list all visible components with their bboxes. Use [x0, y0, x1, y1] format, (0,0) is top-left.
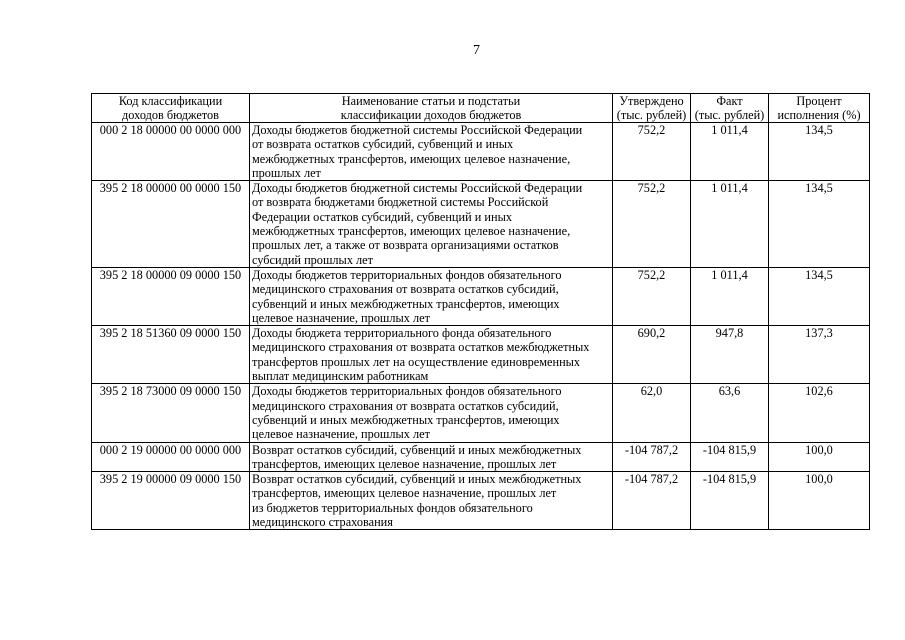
- table-row: [92, 123, 870, 181]
- row-actual-cell: 1 011,4: [691, 123, 769, 181]
- row-name-cell: [250, 326, 613, 384]
- row-name-line: Возврат остатков субсидий, субвенций и иных межбюджетных: [252, 442, 582, 457]
- row-name-line: трансфертов, имеющих целевое назначение, прошлых лет: [252, 456, 557, 471]
- header-name: [250, 94, 613, 123]
- table-row: [92, 384, 870, 442]
- header-code: [92, 94, 250, 123]
- row-actual-cell: 1 011,4: [691, 181, 769, 268]
- row-actual-cell: 63,6: [691, 384, 769, 442]
- table-row: [92, 442, 870, 472]
- row-name-line: Федерации остатков субсидий, субвенций и иных: [252, 209, 512, 224]
- row-name-line: медицинского страхования: [252, 515, 393, 530]
- header-actual: [691, 94, 769, 123]
- row-percent-cell: 134,5: [769, 123, 870, 181]
- row-name-line: трансфертов, имеющих целевое назначение, прошлых лет: [252, 486, 557, 501]
- table-row: [92, 472, 870, 530]
- row-name-line: субвенций и иных межбюджетных трансфертов, имеющих: [252, 296, 560, 311]
- row-name-line: Возврат остатков субсидий, субвенций и иных межбюджетных: [252, 472, 582, 487]
- row-name-line: целевое назначение, прошлых лет: [252, 310, 430, 325]
- row-name-line: прошлых лет, а также от возврата организациями остатков: [252, 238, 559, 253]
- row-approved-cell: 690,2: [613, 326, 691, 384]
- header-percent: [769, 94, 870, 123]
- row-approved-cell: 752,2: [613, 181, 691, 268]
- row-code-cell: 395 2 18 00000 09 0000 150: [92, 267, 250, 325]
- row-percent-cell: 100,0: [769, 442, 870, 472]
- row-code-cell: 395 2 19 00000 09 0000 150: [92, 472, 250, 530]
- row-code-cell: 395 2 18 73000 09 0000 150: [92, 384, 250, 442]
- row-name-line: субсидий прошлых лет: [252, 252, 374, 267]
- row-name-line: выплат медицинским работникам: [252, 369, 429, 384]
- row-approved-cell: -104 787,2: [613, 472, 691, 530]
- row-name-line: медицинского страхования от возврата остатков межбюджетных: [252, 340, 590, 355]
- row-name-line: медицинского страхования от возврата остатков субсидий,: [252, 282, 559, 297]
- row-name-line: Доходы бюджетов бюджетной системы Российской Федерации: [252, 181, 583, 196]
- row-approved-cell: 752,2: [613, 267, 691, 325]
- row-percent-cell: 134,5: [769, 267, 870, 325]
- row-name-line: медицинского страхования от возврата остатков субсидий,: [252, 398, 559, 413]
- table-row: [92, 267, 870, 325]
- row-name-line: из бюджетов территориальных фондов обязательного: [252, 500, 533, 515]
- header-approved-line-1: Утверждено: [619, 94, 684, 108]
- row-name-line: Доходы бюджетов территориальных фондов обязательного: [252, 267, 562, 282]
- header-code-line-2: доходов бюджетов: [122, 108, 219, 122]
- row-name-line: межбюджетных трансфертов, имеющих целевое назначение,: [252, 151, 571, 166]
- row-name-cell: [250, 472, 613, 530]
- row-name-cell: [250, 384, 613, 442]
- row-approved-cell: 62,0: [613, 384, 691, 442]
- row-code-cell: 395 2 18 51360 09 0000 150: [92, 326, 250, 384]
- row-name-line: от возврата бюджетами бюджетной системы Российской: [252, 195, 549, 210]
- table-row: [92, 181, 870, 268]
- table-body: [92, 123, 870, 530]
- row-name-line: Доходы бюджетов территориальных фондов обязательного: [252, 384, 562, 399]
- row-code-cell: 000 2 19 00000 00 0000 000: [92, 442, 250, 472]
- row-name-line: субвенций и иных межбюджетных трансфертов, имеющих: [252, 412, 560, 427]
- row-percent-cell: 102,6: [769, 384, 870, 442]
- table-header-row: [92, 94, 870, 123]
- row-name-cell: [250, 123, 613, 181]
- header-name-line-2: классификации доходов бюджетов: [340, 108, 522, 122]
- header-percent-line-2: исполнения (%): [777, 108, 861, 122]
- row-percent-cell: 137,3: [769, 326, 870, 384]
- row-name-line: трансфертов прошлых лет на осуществление единовременных: [252, 354, 581, 369]
- header-approved: [613, 94, 691, 123]
- header-actual-line-2: (тыс. рублей): [694, 108, 765, 122]
- row-approved-cell: 752,2: [613, 123, 691, 181]
- row-name-line: от возврата остатков субсидий, субвенций и иных: [252, 137, 514, 152]
- row-actual-cell: -104 815,9: [691, 472, 769, 530]
- row-name-line: прошлых лет: [252, 165, 321, 180]
- row-approved-cell: -104 787,2: [613, 442, 691, 472]
- row-name-line: межбюджетных трансфертов, имеющих целевое назначение,: [252, 224, 571, 239]
- row-name-cell: [250, 267, 613, 325]
- row-name-line: Доходы бюджета территориального фонда обязательного: [252, 326, 552, 341]
- header-approved-line-2: (тыс. рублей): [616, 108, 687, 122]
- row-actual-cell: 947,8: [691, 326, 769, 384]
- table-row: [92, 326, 870, 384]
- header-actual-line-1: Факт: [716, 94, 743, 108]
- row-name-cell: [250, 181, 613, 268]
- page-number: 7: [473, 43, 480, 58]
- row-code-cell: 395 2 18 00000 00 0000 150: [92, 181, 250, 268]
- budget-revenue-table: [91, 93, 870, 530]
- row-name-cell: [250, 442, 613, 472]
- row-name-line: целевое назначение, прошлых лет: [252, 427, 430, 442]
- header-percent-line-1: Процент: [796, 94, 842, 108]
- row-name-line: Доходы бюджетов бюджетной системы Российской Федерации: [252, 123, 583, 137]
- row-percent-cell: 134,5: [769, 181, 870, 268]
- row-code-cell: 000 2 18 00000 00 0000 000: [92, 123, 250, 181]
- header-code-line-1: Код классификации: [118, 94, 223, 108]
- row-actual-cell: 1 011,4: [691, 267, 769, 325]
- row-percent-cell: 100,0: [769, 472, 870, 530]
- row-actual-cell: -104 815,9: [691, 442, 769, 472]
- header-name-line-1: Наименование статьи и подстатьи: [341, 94, 521, 108]
